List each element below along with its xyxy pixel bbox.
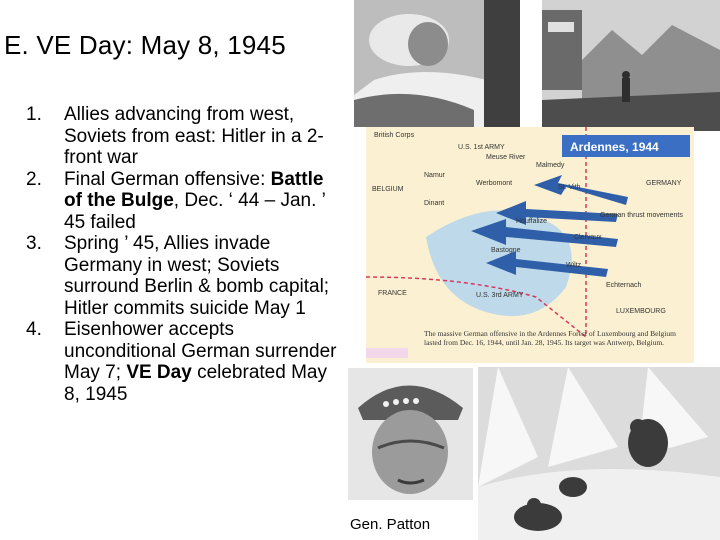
map-title: Ardennes, 1944 bbox=[570, 140, 659, 154]
ruined-town-photo bbox=[542, 0, 720, 131]
ve-day-bold: VE Day bbox=[126, 362, 192, 383]
label-stvith: St. Vith bbox=[558, 184, 581, 191]
item-text-pre: Eisenhower accepts unconditional German surrender May 7; bbox=[64, 319, 337, 383]
label-dinant: Dinant bbox=[424, 200, 445, 207]
item-text: Spring ’ 45, Allies invade Germany in west; Soviets surround Berlin & bomb capital; Hitler commits suicide May 1 bbox=[64, 233, 330, 319]
list-item bbox=[0, 233, 340, 319]
map-caption: The massive German offensive in the Ardennes Forest of Luxembourg and Belgium lasted from Dec. 16, 1944, until Jan. 28, 1945. Its target was Antwerp, Belgium. bbox=[424, 329, 676, 347]
item-number: 4. bbox=[26, 319, 42, 340]
label-echternach: Echternach bbox=[606, 282, 642, 289]
slide-title: E. VE Day: May 8, 1945 bbox=[4, 30, 286, 60]
item-text: Allies advancing from west, Soviets from east: Hitler in a 2-front war bbox=[64, 104, 324, 168]
item-text-post: celebrated May 8, 1945 bbox=[64, 362, 327, 405]
label-germany: GERMANY bbox=[646, 180, 682, 187]
item-text-pre: Final German offensive: bbox=[64, 168, 271, 190]
label-wiltz: Wiltz bbox=[566, 262, 582, 269]
bullet-list bbox=[0, 104, 340, 405]
label-bastogne: Bastogne bbox=[491, 247, 521, 254]
label-houffalize: Houffalize bbox=[516, 218, 548, 225]
label-british-corps: British Corps bbox=[374, 132, 415, 139]
list-item bbox=[0, 319, 340, 405]
label-belgium: BELGIUM bbox=[372, 186, 404, 193]
ardennes-map bbox=[366, 127, 694, 363]
label-luxembourg: LUXEMBOURG bbox=[616, 308, 666, 315]
item-number: 1. bbox=[26, 104, 42, 125]
list-item bbox=[0, 104, 340, 169]
list-item bbox=[0, 169, 340, 234]
label-malmedy: Malmedy bbox=[536, 162, 565, 169]
hospital-photo bbox=[354, 0, 520, 127]
ardennes-map-svg bbox=[366, 127, 694, 363]
ruined-town-photo-art bbox=[542, 0, 720, 131]
label-france: FRANCE bbox=[378, 290, 407, 297]
label-clervaux: Clervaux bbox=[574, 234, 602, 241]
patton-photo bbox=[348, 368, 473, 500]
label-werbomont: Werbomont bbox=[476, 180, 513, 187]
item-number: 3. bbox=[26, 233, 42, 254]
snow-soldiers-photo bbox=[478, 367, 720, 540]
hospital-photo-art bbox=[354, 0, 520, 127]
patton-caption: Gen. Patton bbox=[350, 516, 431, 533]
label-us-3rd: U.S. 3rd ARMY bbox=[476, 292, 524, 299]
label-meuse: Meuse River bbox=[486, 154, 526, 161]
label-german-thrust: German thrust movements bbox=[600, 212, 683, 219]
snow-soldiers-photo-art bbox=[478, 367, 720, 540]
patton-photo-art bbox=[348, 368, 473, 500]
label-namur: Namur bbox=[424, 172, 446, 179]
map-legend-swatch bbox=[366, 348, 408, 358]
label-us-1st: U.S. 1st ARMY bbox=[458, 144, 505, 151]
battle-of-bulge-bold: Battle of the Bulge bbox=[64, 168, 324, 211]
item-text-post: , Dec. ‘ 44 – Jan. ’ 45 failed bbox=[64, 190, 326, 233]
item-number: 2. bbox=[26, 168, 42, 190]
